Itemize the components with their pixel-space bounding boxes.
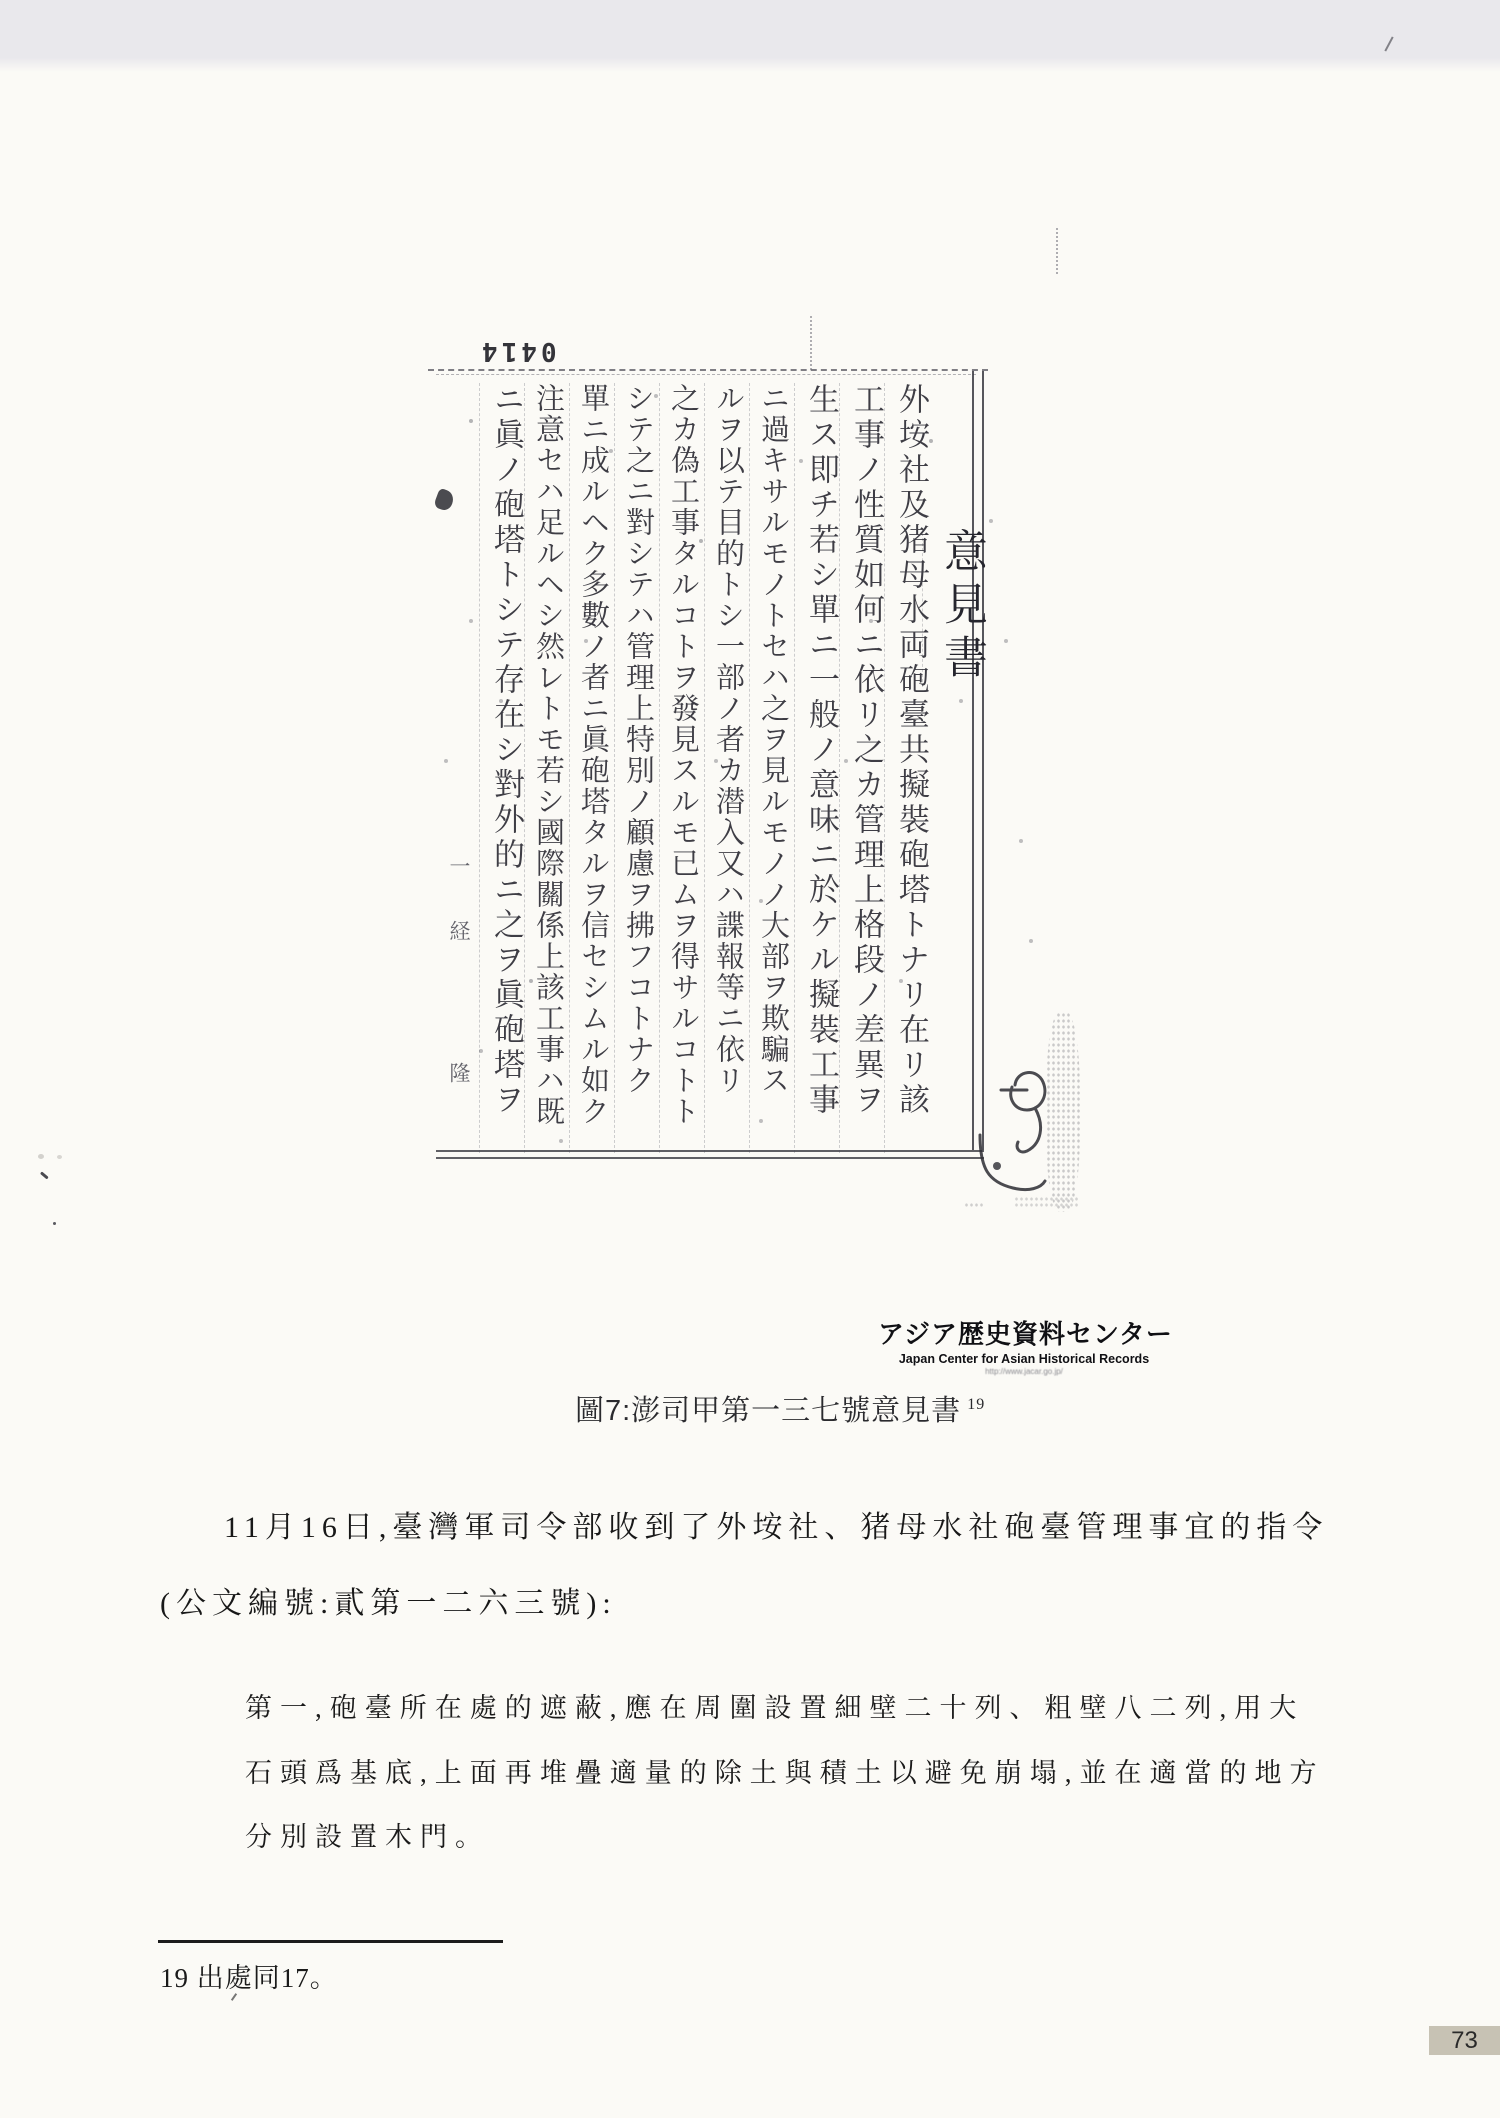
footnote-text: 出處同17。: [196, 1963, 338, 1993]
document-title: 意見書: [922, 528, 993, 687]
quote-block-line: 第一,砲臺所在處的遮蔽,應在周圍設置細壁二十列、粗壁八二列,用大: [245, 1693, 1305, 1723]
page-number-badge: [1429, 2026, 1500, 2055]
stray-mark: [40, 1171, 49, 1179]
archive-stamp-number: 0414: [478, 336, 557, 366]
figure-caption: [575, 1388, 985, 1429]
dotted-smudge: [810, 316, 812, 370]
handwriting-column: ニ眞ノ砲塔トシテ存在シ對外的ニ之ヲ眞砲塔ヲ: [479, 383, 529, 1153]
handwriting-column: 工事ノ性質如何ニ依リ之カ管理上格段ノ差異ヲ: [839, 383, 889, 1153]
handwriting-column: 生ス即チ若シ單ニ一般ノ意味ニ於ケル擬裝工事: [794, 383, 844, 1153]
stray-mark: [53, 1222, 56, 1225]
scan-top-shadow: [0, 0, 1500, 72]
body-paragraph-line: 11月16日,臺灣軍司令部收到了外垵社、猪母水社砲臺管理事宜的指令: [224, 1511, 1329, 1544]
quote-block-line: 石頭爲基底,上面再堆疊適量的除土與積土以避免崩塌,並在適當的地方: [245, 1758, 1325, 1788]
handwriting-column: 外垵社及猪母水両砲臺共擬裝砲塔トナリ在リ該: [884, 383, 934, 1153]
handwriting-column: シテ之ニ對シテハ管理上特別ノ顧慮ヲ拂フコトナク: [614, 383, 660, 1153]
margin-mark: 一: [447, 855, 471, 876]
footnote-rule: [158, 1940, 503, 1943]
scan-noise: [0, 0, 2, 2]
margin-mark: 経: [447, 920, 471, 941]
handwriting-column: 單ニ成ルヘク多數ノ者ニ眞砲塔タルヲ信セシムル如ク: [569, 383, 615, 1153]
jacar-logo-url: http://www.jacar.go.jp/: [985, 1367, 1063, 1376]
handwriting-column: ルヲ以テ目的トシ一部ノ者カ潜入又ハ諜報等ニ依リ: [704, 383, 750, 1153]
body-paragraph-line: (公文編號:貳第一二六三號):: [160, 1587, 617, 1620]
jacar-logo-japanese: アジア歴史資料センター: [878, 1319, 1173, 1349]
page-number: 73: [1451, 2026, 1478, 2054]
footnote-reference: 19: [967, 1396, 986, 1414]
handwriting-column: 注意セハ足ルヘシ然レトモ若シ國際關係上該工事ハ既: [524, 383, 570, 1153]
jacar-credit-block: [878, 1314, 1173, 1376]
document-top-border: [428, 369, 988, 371]
handwriting-column: ニ過キサルモノトセハ之ヲ見ルモノノ大部ヲ欺騙ス: [749, 383, 795, 1153]
footnote: [160, 1956, 338, 1995]
handwriting-column: 之カ偽工事タルコトヲ發見スルモ已ムヲ得サルコトト: [659, 383, 705, 1153]
jacar-logo-english: Japan Center for Asian Historical Records: [898, 1352, 1150, 1366]
stray-mark: [57, 1155, 62, 1159]
footnote-marker: 19: [160, 1963, 189, 1993]
dotted-smudge: [1056, 228, 1058, 274]
margin-mark: 隆: [447, 1062, 471, 1083]
quote-block-line: 分別設置木門。: [245, 1822, 490, 1852]
document-top-border-echo: [436, 374, 976, 375]
figure-caption-text: 圖7:澎司甲第一三七號意見書: [575, 1395, 962, 1427]
ink-blot: [433, 488, 456, 513]
handwritten-scribble-mark: [955, 1030, 1095, 1220]
stray-mark: [38, 1154, 44, 1159]
